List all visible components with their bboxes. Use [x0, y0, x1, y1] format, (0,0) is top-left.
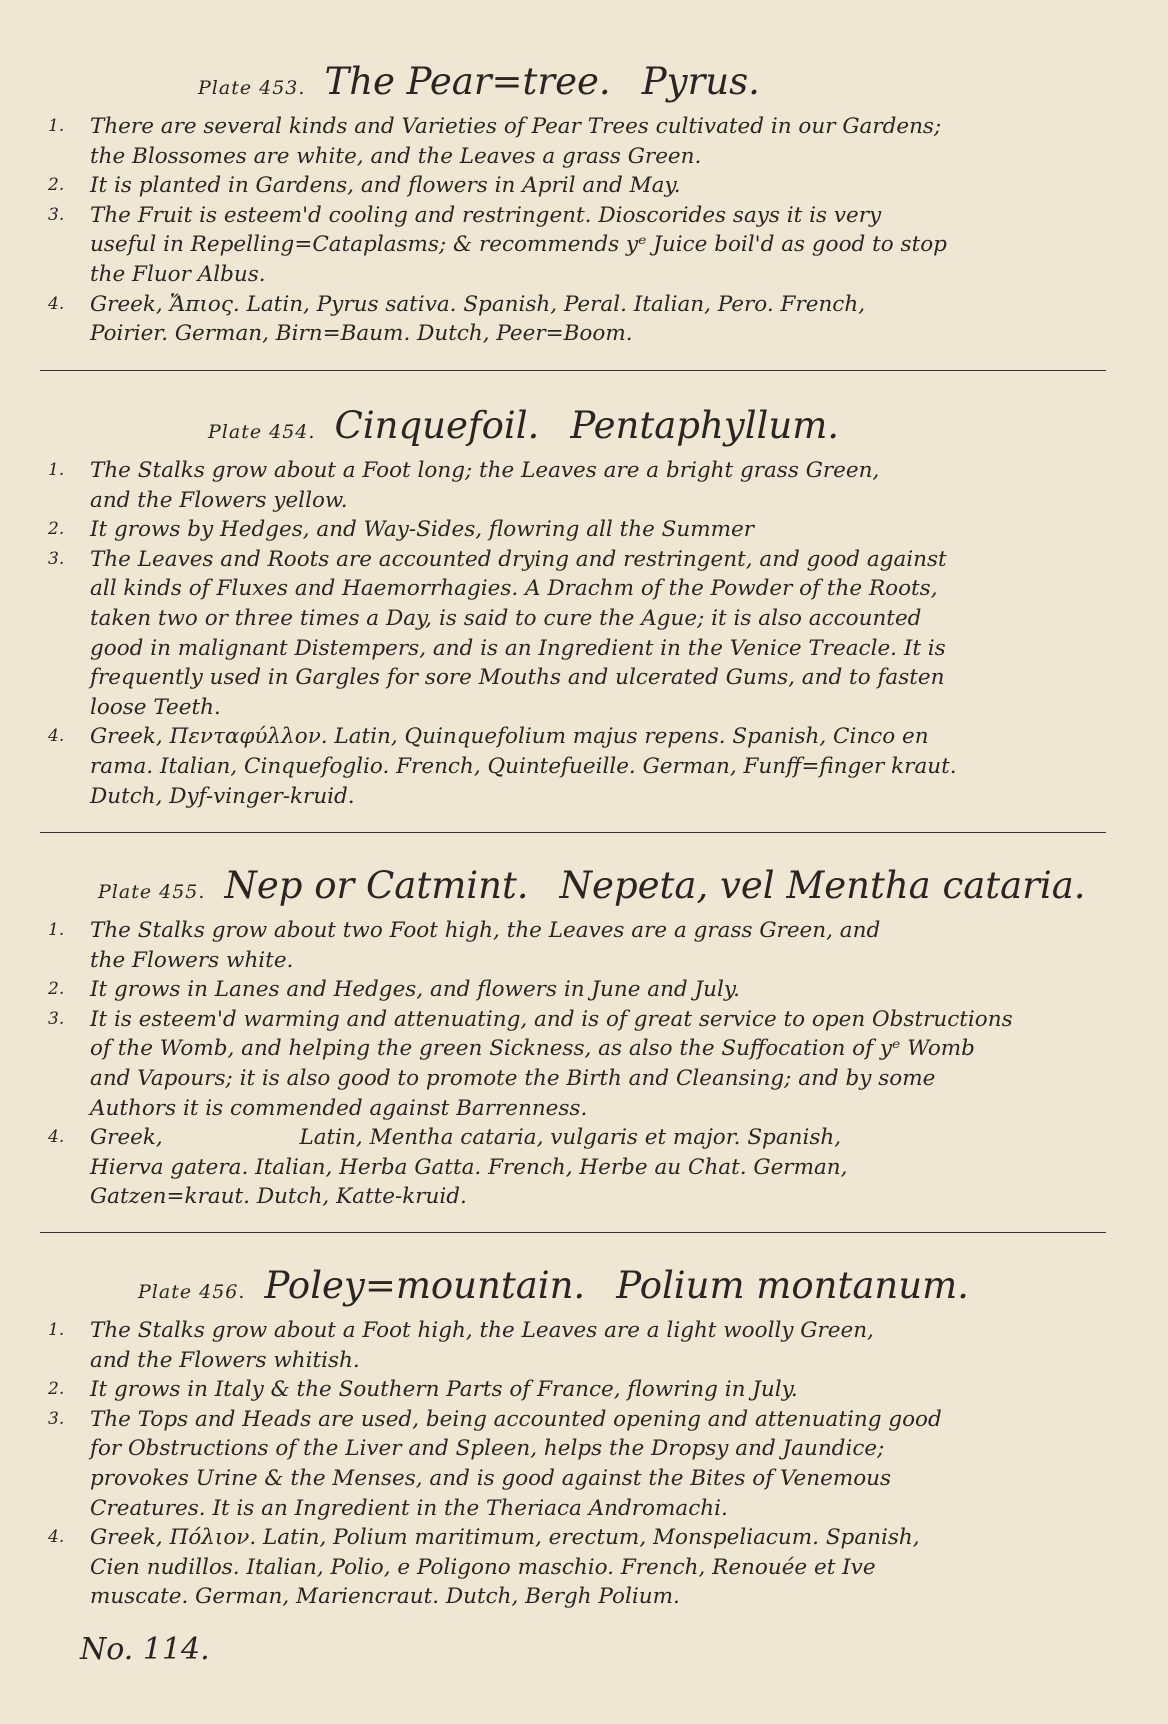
plate-456-section: [38, 1256, 1118, 1612]
list-item: [38, 171, 1118, 201]
plate-heading: [38, 1256, 1118, 1316]
text-line: Cien nudillos. Italian, Polio, e Poligono maschio. French, Renouée et Ive: [90, 1554, 876, 1580]
text-line: It is planted in Gardens, and flowers in April and May.: [90, 173, 681, 199]
text-line: and the Flowers whitish.: [90, 1347, 360, 1373]
list-item: [38, 201, 1118, 290]
latin-name: Pyrus.: [641, 60, 760, 103]
item-number: 2.: [48, 979, 65, 1000]
text-line: Greek, Πόλιον. Latin, Polium maritimum, erectum, Monspeliacum. Spanish,: [90, 1525, 920, 1551]
latin-name: Pentaphyllum.: [570, 404, 840, 447]
plate-heading: [38, 396, 1118, 456]
list-item: [38, 1405, 1118, 1523]
english-name: Nep or Catmint.: [224, 864, 529, 907]
plate-455-section: [38, 856, 1118, 1212]
text-line: It grows by Hedges, and Way-Sides, flowring all the Summer: [90, 517, 754, 543]
item-number: 2.: [48, 175, 65, 196]
text-line: Greek, Latin, Mentha cataria, vulgaris et major. Spanish,: [90, 1125, 842, 1151]
plate-number: Plate 456.: [138, 1281, 246, 1303]
text-line: useful in Repelling=Cataplasms; & recommends yᵉ Juice boil'd as good to stop: [90, 232, 947, 258]
text-line: Authors it is commended against Barrenness.: [90, 1095, 588, 1121]
item-number: 3.: [48, 1008, 65, 1029]
section-divider: [40, 832, 1106, 833]
list-item: [38, 545, 1118, 723]
latin-name: Nepeta, vel Mentha cataria.: [559, 864, 1086, 907]
text-line: of the Womb, and helping the green Sickness, as also the Suffocation of yᵉ Womb: [90, 1036, 975, 1062]
text-line: There are several kinds and Varieties of Pear Trees cultivated in our Gardens;: [90, 114, 942, 139]
list-item: [38, 916, 1118, 975]
text-line: Greek, Πενταφύλλον. Latin, Quinquefolium majus repens. Spanish, Cinco en: [90, 724, 929, 750]
page-number: No. 114.: [80, 1632, 210, 1667]
text-line: The Stalks grow about a Foot long; the Leaves are a bright grass Green,: [90, 458, 880, 483]
item-number: 3.: [48, 204, 65, 225]
item-number: 4.: [48, 1127, 65, 1148]
text-line: The Stalks grow about a Foot high, the Leaves are a light woolly Green,: [90, 1318, 874, 1343]
item-number: 3.: [48, 548, 65, 569]
text-line: muscate. German, Mariencraut. Dutch, Bergh Polium.: [90, 1584, 680, 1610]
text-line: Poirier. German, Birn=Baum. Dutch, Peer=Boom.: [90, 321, 633, 347]
item-number: 4.: [48, 726, 65, 747]
list-item: [38, 515, 1118, 545]
list-item: [38, 1123, 1118, 1212]
plate-number: Plate 453.: [198, 77, 306, 99]
list-item: [38, 1316, 1118, 1375]
text-line: The Fruit is esteem'd cooling and restringent. Dioscorides says it is very: [90, 202, 882, 228]
text-line: provokes Urine & the Menses, and is good against the Bites of Venemous: [90, 1465, 892, 1491]
text-line: the Fluor Albus.: [90, 261, 266, 287]
text-line: loose Teeth.: [90, 694, 221, 720]
list-item: [38, 112, 1118, 171]
english-name: The Pear=tree.: [324, 60, 611, 103]
list-item: [38, 1375, 1118, 1405]
list-item: [38, 722, 1118, 811]
text-line: The Tops and Heads are used, being accounted opening and attenuating good: [90, 1406, 942, 1432]
latin-name: Polium montanum.: [616, 1264, 969, 1307]
section-divider: [40, 1232, 1106, 1233]
text-line: Hierva gatera. Italian, Herba Gatta. French, Herbe au Chat. German,: [90, 1154, 848, 1180]
text-line: The Leaves and Roots are accounted drying and restringent, and good against: [90, 546, 947, 572]
item-number: 4.: [48, 293, 65, 314]
plate-heading: [38, 856, 1118, 916]
text-line: The Stalks grow about two Foot high, the Leaves are a grass Green, and: [90, 918, 881, 943]
english-name: Poley=mountain.: [264, 1264, 586, 1307]
text-line: frequently used in Gargles for sore Mouths and ulcerated Gums, and to fasten: [90, 665, 945, 691]
item-number: 1.: [48, 920, 65, 940]
list-item: [38, 290, 1118, 349]
plate-453-section: [38, 52, 1118, 349]
list-item: [38, 975, 1118, 1005]
text-line: taken two or three times a Day, is said to cure the Ague; it is also accounted: [90, 605, 922, 631]
item-number: 2.: [48, 1379, 65, 1400]
plate-454-section: [38, 396, 1118, 811]
item-number: 1.: [48, 116, 65, 136]
plate-number: Plate 454.: [208, 421, 316, 443]
text-line: and the Flowers yellow.: [90, 487, 348, 513]
text-line: It grows in Lanes and Hedges, and flowers in June and July.: [90, 977, 740, 1003]
item-number: 3.: [48, 1408, 65, 1429]
text-line: for Obstructions of the Liver and Spleen, helps the Dropsy and Jaundice;: [90, 1436, 885, 1462]
text-line: the Blossomes are white, and the Leaves a grass Green.: [90, 143, 702, 169]
text-line: Creatures. It is an Ingredient in the Theriaca Andromachi.: [90, 1495, 728, 1521]
item-number: 1.: [48, 460, 65, 480]
text-line: Dutch, Dyf-vinger-kruid.: [90, 783, 355, 809]
text-line: Greek, Ἄπιος. Latin, Pyrus sativa. Spanish, Peral. Italian, Pero. French,: [90, 291, 866, 317]
list-item: [38, 1005, 1118, 1123]
english-name: Cinquefoil.: [334, 404, 540, 447]
item-number: 4.: [48, 1527, 65, 1548]
item-number: 1.: [48, 1320, 65, 1340]
plate-number: Plate 455.: [98, 881, 206, 903]
text-line: rama. Italian, Cinquefoglio. French, Quintefueille. German, Funff=finger kraut.: [90, 753, 957, 779]
text-line: It is esteem'd warming and attenuating, and is of great service to open Obstructions: [90, 1006, 1013, 1032]
list-item: [38, 456, 1118, 515]
text-line: the Flowers white.: [90, 947, 294, 973]
text-line: Gatzen=kraut. Dutch, Katte-kruid.: [90, 1184, 467, 1210]
plate-heading: [38, 52, 1118, 112]
section-divider: [40, 370, 1106, 371]
text-line: all kinds of Fluxes and Haemorrhagies. A Drachm of the Powder of the Roots,: [90, 576, 938, 602]
text-line: good in malignant Distempers, and is an Ingredient in the Venice Treacle. It is: [90, 635, 946, 661]
list-item: [38, 1523, 1118, 1612]
text-line: and Vapours; it is also good to promote the Birth and Cleansing; and by some: [90, 1065, 936, 1091]
item-number: 2.: [48, 519, 65, 540]
text-line: It grows in Italy & the Southern Parts of France, flowring in July.: [90, 1377, 798, 1403]
